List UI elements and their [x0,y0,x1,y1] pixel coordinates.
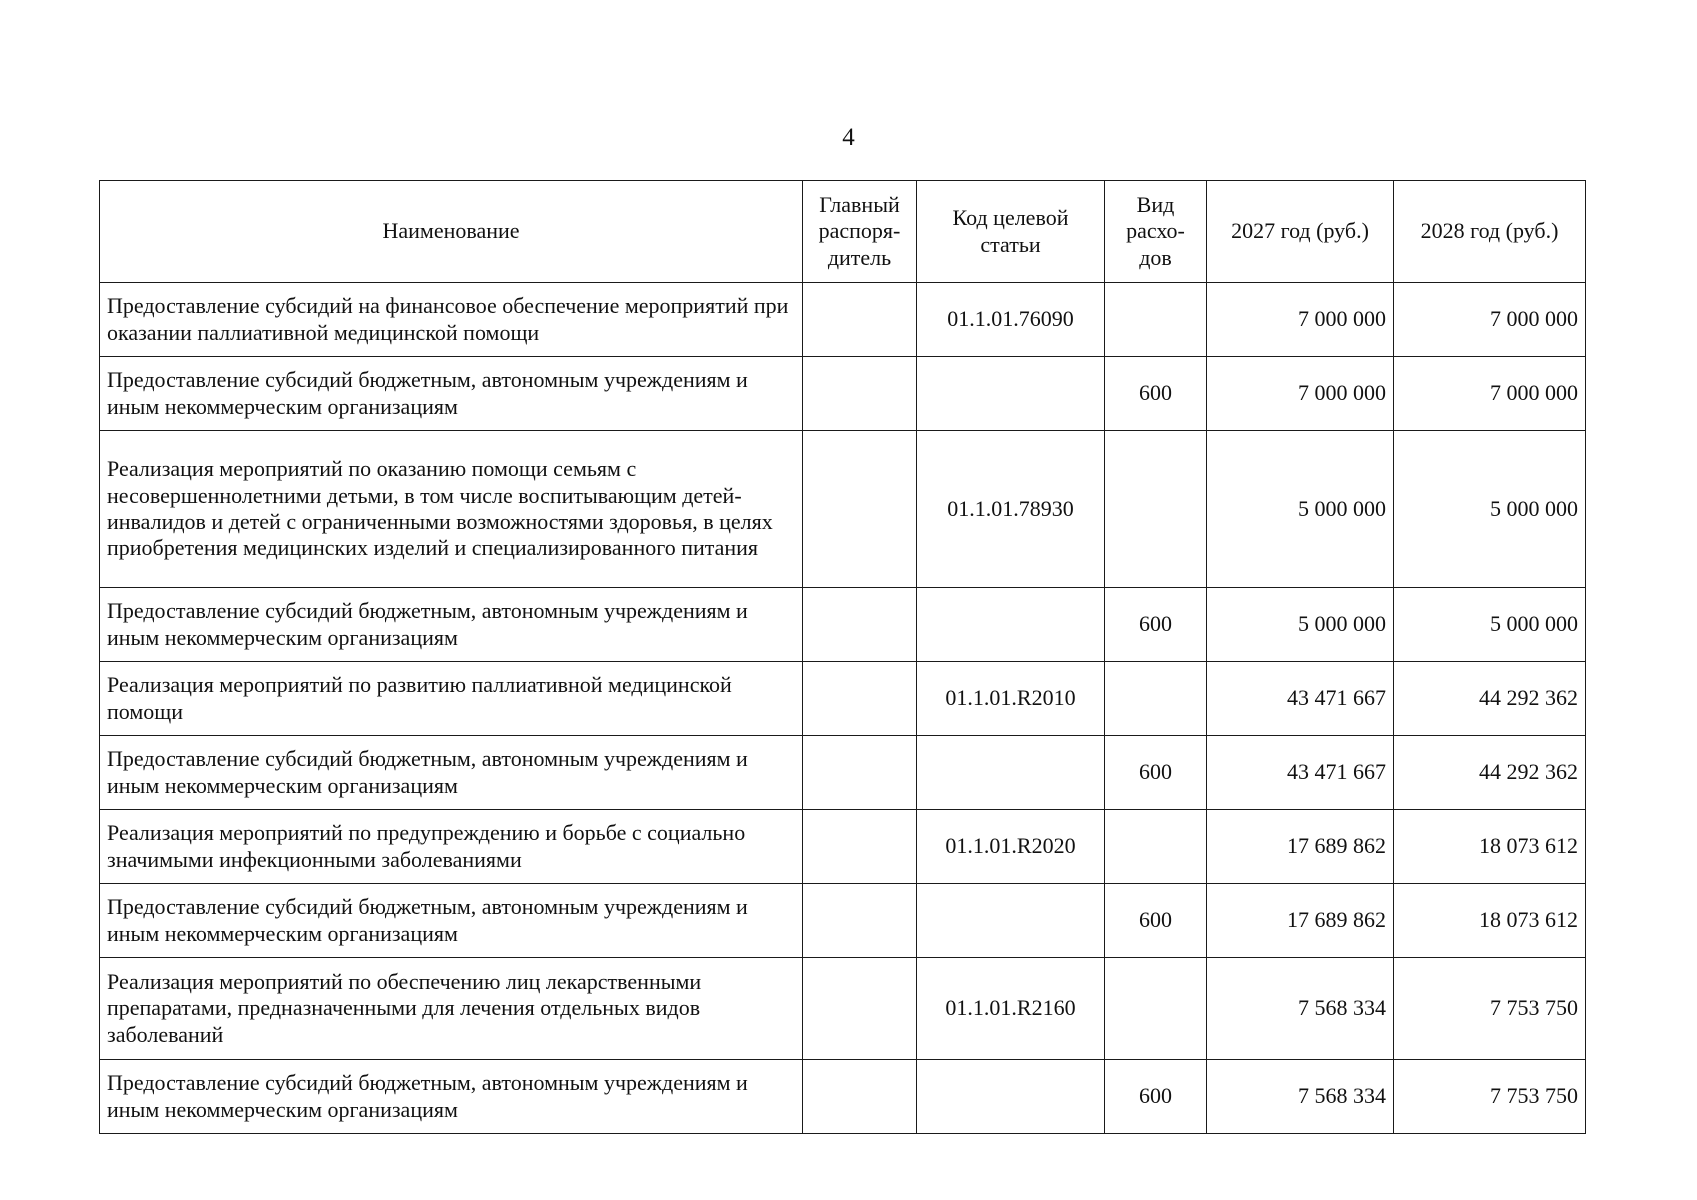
row-2027: 7 568 334 [1207,958,1394,1060]
row-name: Реализация мероприятий по оказанию помощи семьям с несовершеннолетними детьми, в том числе воспитывающим детей-инвалидов и детей с ограниченными возможностями здоровья, в целях приобретения медицинских изделий и специализированного питания [100,431,803,588]
row-2028: 5 000 000 [1394,588,1586,662]
row-admin [803,884,917,958]
table-row [100,810,1586,884]
row-code [917,884,1105,958]
row-name: Предоставление субсидий бюджетным, автономным учреждениям и иным некоммерческим организациям [100,1060,803,1134]
page-number: 4 [842,124,855,151]
row-2028: 7 753 750 [1394,1060,1586,1134]
row-code: 01.1.01.76090 [917,283,1105,357]
table-row [100,283,1586,357]
row-admin [803,810,917,884]
row-2028: 7 753 750 [1394,958,1586,1060]
row-2028: 18 073 612 [1394,884,1586,958]
header-code: Код целевой статьи [917,181,1105,283]
row-name: Предоставление субсидий бюджетным, автономным учреждениям и иным некоммерческим организациям [100,357,803,431]
row-admin [803,662,917,736]
row-type [1105,662,1207,736]
row-type [1105,810,1207,884]
row-admin [803,357,917,431]
row-name: Реализация мероприятий по обеспечению лиц лекарственными препаратами, предназначенными для лечения отдельных видов заболеваний [100,958,803,1060]
row-type: 600 [1105,884,1207,958]
header-2027: 2027 год (руб.) [1207,181,1394,283]
row-2028: 44 292 362 [1394,662,1586,736]
row-2027: 17 689 862 [1207,884,1394,958]
row-code: 01.1.01.78930 [917,431,1105,588]
row-name: Предоставление субсидий бюджетным, автономным учреждениям и иным некоммерческим организациям [100,588,803,662]
row-code: 01.1.01.R2020 [917,810,1105,884]
row-2027: 43 471 667 [1207,662,1394,736]
row-2027: 7 000 000 [1207,357,1394,431]
row-2027: 7 568 334 [1207,1060,1394,1134]
row-type [1105,958,1207,1060]
table-row [100,431,1586,588]
row-code [917,588,1105,662]
table-row [100,958,1586,1060]
row-type [1105,431,1207,588]
row-name: Предоставление субсидий бюджетным, автономным учреждениям и иным некоммерческим организациям [100,736,803,810]
row-name: Предоставление субсидий бюджетным, автономным учреждениям и иным некоммерческим организациям [100,884,803,958]
header-name: Наименование [100,181,803,283]
row-type: 600 [1105,588,1207,662]
row-type: 600 [1105,736,1207,810]
row-2027: 7 000 000 [1207,283,1394,357]
row-type: 600 [1105,357,1207,431]
table-row [100,662,1586,736]
table-row [100,357,1586,431]
row-code: 01.1.01.R2010 [917,662,1105,736]
row-admin [803,283,917,357]
row-name: Реализация мероприятий по предупреждению и борьбе с социально значимыми инфекционными заболеваниями [100,810,803,884]
table-header-row [100,181,1586,283]
header-2028: 2028 год (руб.) [1394,181,1586,283]
row-name: Реализация мероприятий по развитию паллиативной медицинской помощи [100,662,803,736]
row-2028: 44 292 362 [1394,736,1586,810]
row-admin [803,1060,917,1134]
row-2028: 5 000 000 [1394,431,1586,588]
row-admin [803,431,917,588]
row-2027: 5 000 000 [1207,588,1394,662]
budget-table [99,180,1586,1134]
row-code: 01.1.01.R2160 [917,958,1105,1060]
row-admin [803,736,917,810]
table-row [100,1060,1586,1134]
row-type: 600 [1105,1060,1207,1134]
header-admin: Главный распоря-дитель [803,181,917,283]
row-2027: 17 689 862 [1207,810,1394,884]
row-name: Предоставление субсидий на финансовое обеспечение мероприятий при оказании паллиативной медицинской помощи [100,283,803,357]
row-admin [803,958,917,1060]
row-2027: 43 471 667 [1207,736,1394,810]
row-2027: 5 000 000 [1207,431,1394,588]
table-row [100,588,1586,662]
row-admin [803,588,917,662]
row-type [1105,283,1207,357]
row-code [917,357,1105,431]
row-2028: 7 000 000 [1394,357,1586,431]
row-2028: 7 000 000 [1394,283,1586,357]
table-row [100,736,1586,810]
table-row [100,884,1586,958]
row-code [917,736,1105,810]
row-code [917,1060,1105,1134]
row-2028: 18 073 612 [1394,810,1586,884]
header-type: Вид расхо-дов [1105,181,1207,283]
